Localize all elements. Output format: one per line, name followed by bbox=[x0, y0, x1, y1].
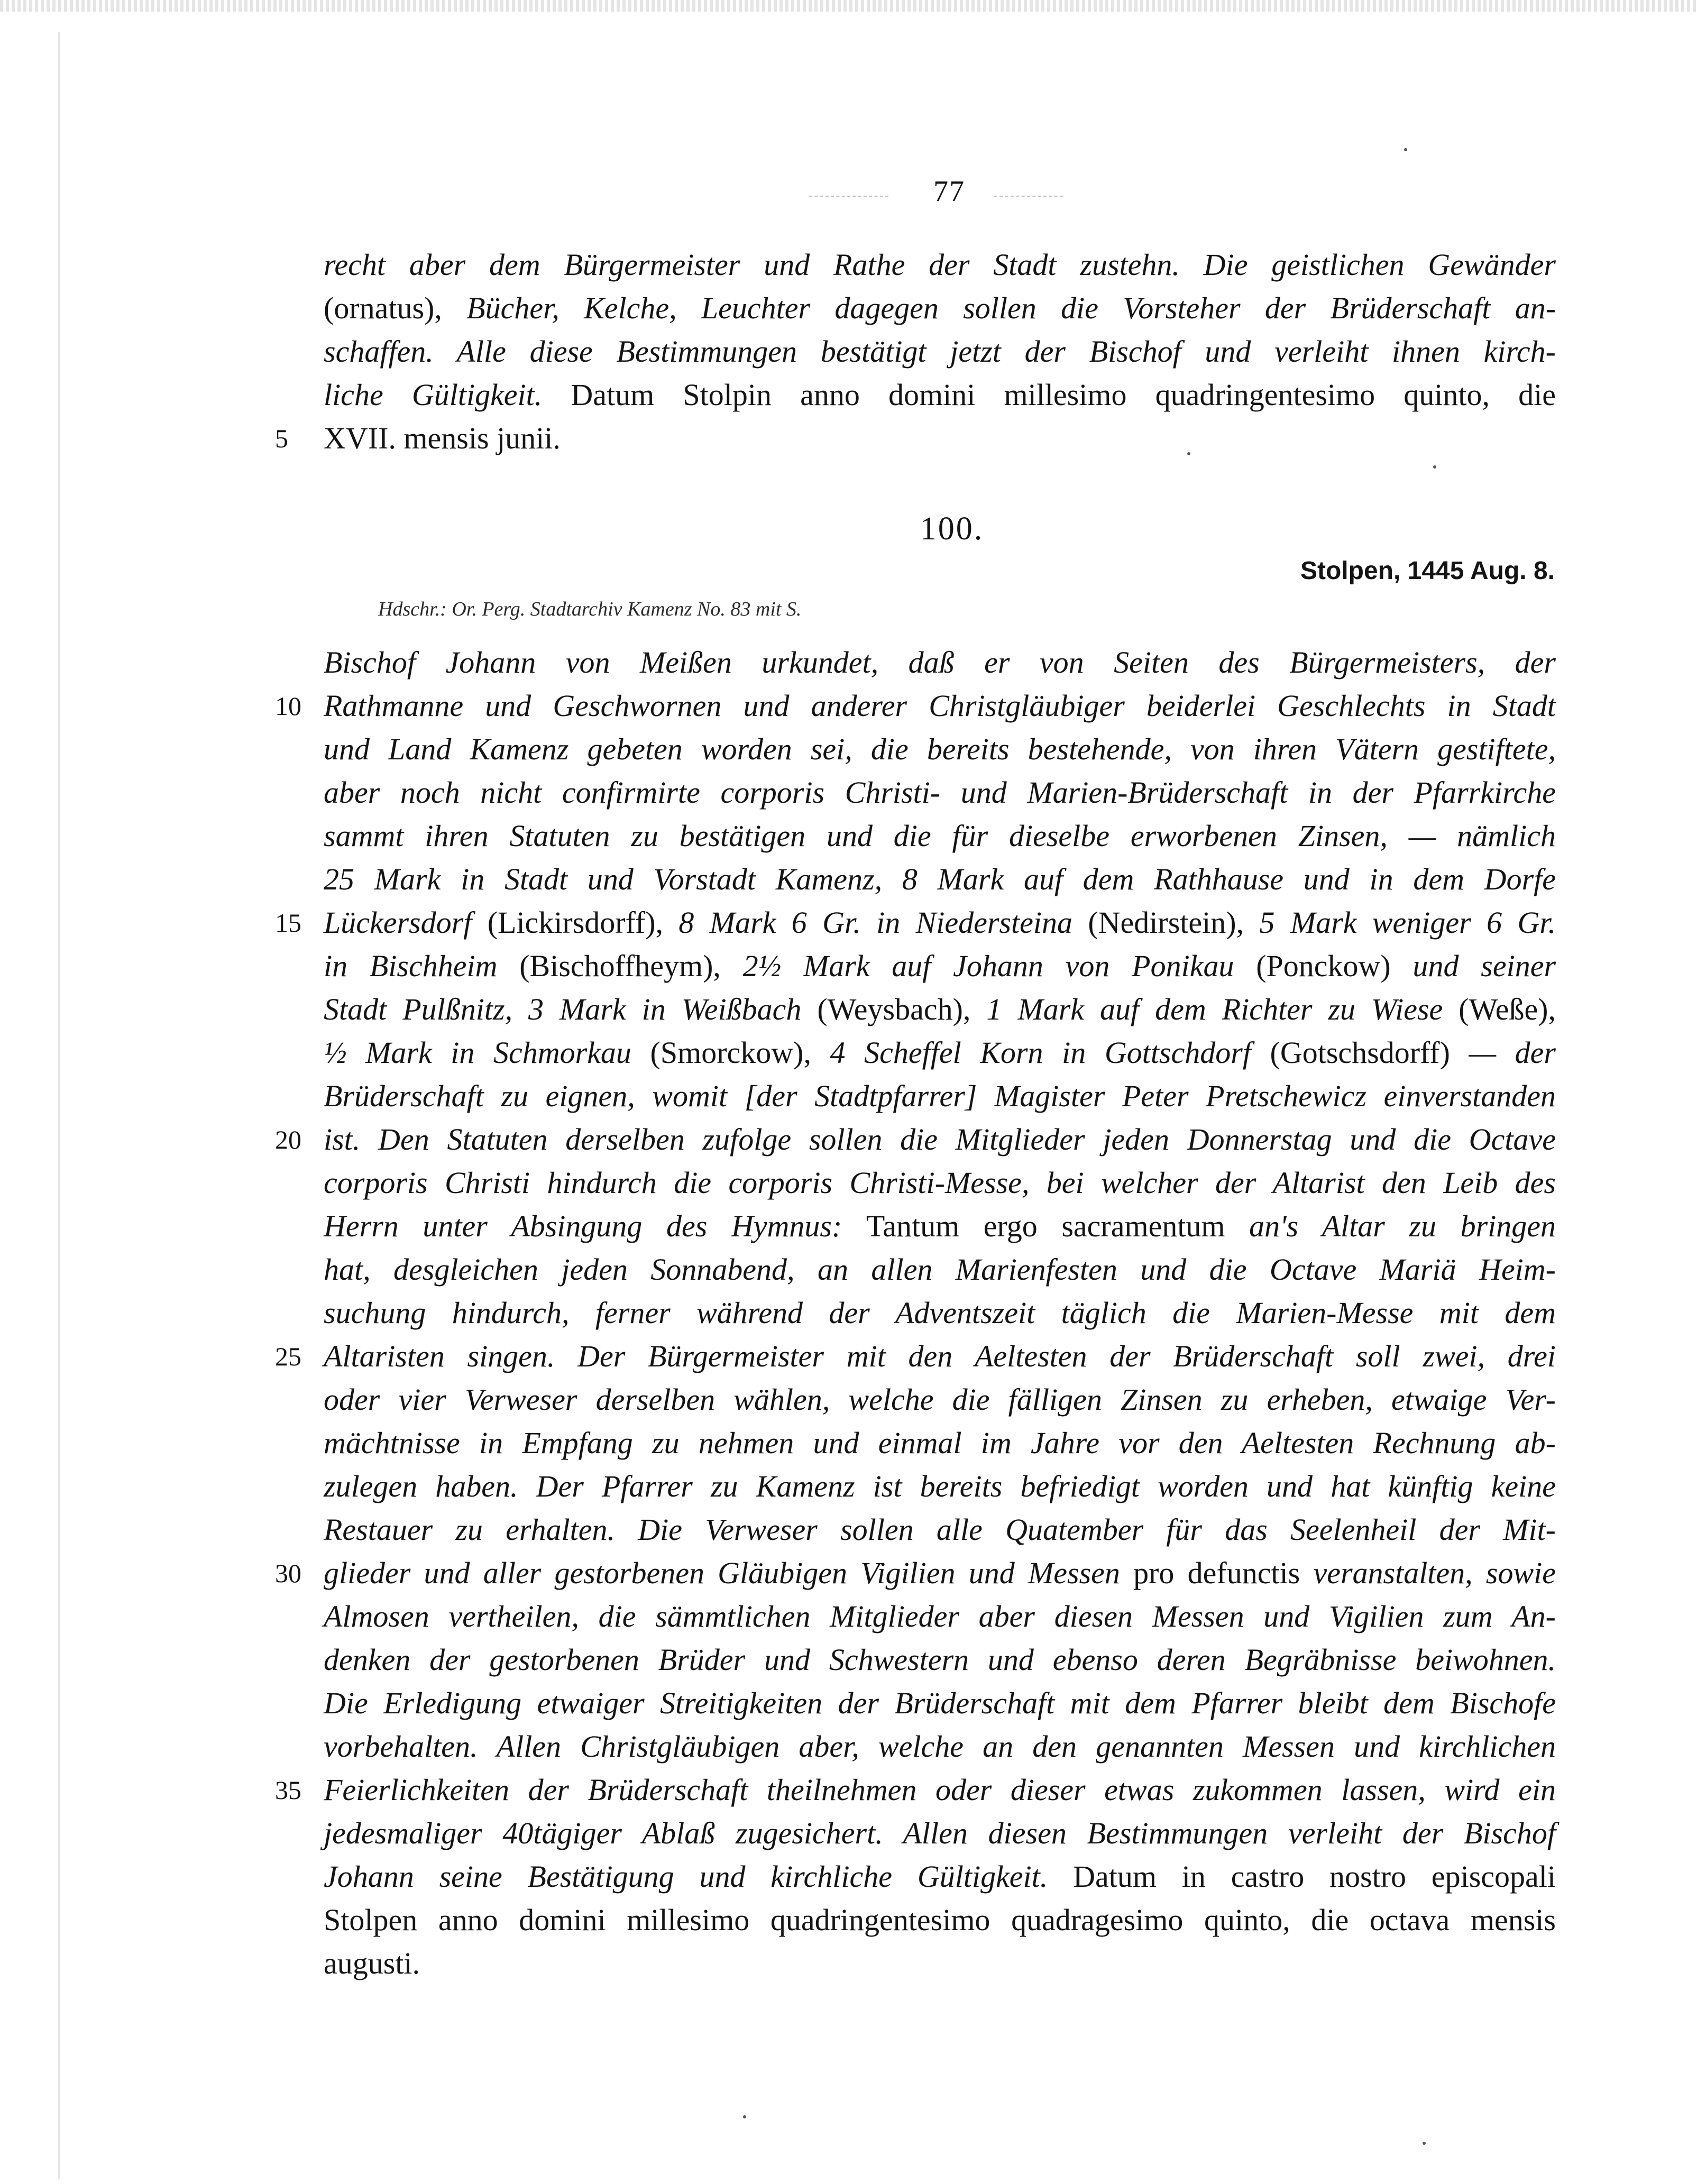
margin-line-number: 25 bbox=[275, 1342, 301, 1371]
italic-segment: denken der gestorbenen Brüder und Schwestern und ebenso deren Begräbnisse beiwohnen. bbox=[324, 1642, 1556, 1677]
text-line bbox=[324, 330, 1556, 373]
page-number: 77 bbox=[933, 175, 965, 208]
italic-segment: ist. Den Statuten derselben zufolge sollen die Mitglieder jeden Donnerstag und die Octave bbox=[324, 1122, 1556, 1157]
roman-segment: augusti. bbox=[324, 1946, 420, 1980]
italic-segment: suchung hindurch, ferner während der Adventszeit täglich die Marien-Messe mit dem bbox=[324, 1296, 1556, 1330]
scan-edge-top bbox=[0, 0, 1697, 12]
italic-segment: corporis Christi hindurch die corporis Christi-Messe, bei welcher der Altarist den Leib des bbox=[324, 1166, 1556, 1200]
italic-segment: in Bischheim bbox=[324, 949, 520, 983]
text-line bbox=[324, 1118, 1556, 1161]
italic-segment: Die Erledigung etwaiger Streitigkeiten der Brüderschaft mit dem Pfarrer bleibt dem Bischofe bbox=[324, 1686, 1556, 1720]
text-line bbox=[324, 1465, 1556, 1508]
text-line bbox=[324, 1291, 1556, 1335]
text-line bbox=[324, 944, 1556, 988]
roman-segment: pro defunctis bbox=[1133, 1556, 1314, 1590]
margin-line-number: 35 bbox=[275, 1775, 301, 1805]
italic-segment: 8 Mark 6 Gr. in Niedersteina bbox=[678, 905, 1088, 940]
text-line bbox=[324, 1205, 1556, 1248]
italic-segment: sammt ihren Statuten zu bestätigen und die für dieselbe erworbenen Zinsen, — nämlich bbox=[324, 819, 1556, 853]
document-number: 100. bbox=[920, 511, 984, 547]
italic-segment: 5 Mark weniger 6 Gr. bbox=[1259, 905, 1556, 940]
italic-segment: hat, desgleichen jeden Sonnabend, an allen Marienfesten und die Octave Mariä Heim- bbox=[324, 1252, 1556, 1287]
roman-segment: (Ponckow) bbox=[1256, 949, 1413, 983]
text-line bbox=[324, 417, 1556, 460]
scan-speck bbox=[1423, 2142, 1426, 2145]
italic-segment: recht aber dem Bürgermeister und Rathe der Stadt zustehn. Die geistlichen Gewänder bbox=[324, 247, 1556, 282]
text-line bbox=[324, 1855, 1556, 1898]
text-line bbox=[324, 1161, 1556, 1205]
italic-segment: mächtnisse in Empfang zu nehmen und einmal im Jahre vor den Aeltesten Rechnung ab- bbox=[324, 1426, 1556, 1460]
text-line bbox=[324, 1725, 1556, 1768]
text-line bbox=[324, 243, 1556, 287]
italic-segment: liche Gültigkeit. bbox=[324, 378, 543, 412]
page-number-rule-right bbox=[994, 196, 1063, 197]
italic-segment: Johann seine Bestätigung und kirchliche Gültigkeit. bbox=[324, 1859, 1048, 1894]
text-line bbox=[324, 771, 1556, 814]
roman-segment: Datum in castro nostro episcopali bbox=[1048, 1859, 1556, 1894]
italic-segment: Herrn unter Absingung des Hymnus: bbox=[324, 1209, 866, 1243]
text-line bbox=[324, 1421, 1556, 1465]
margin-line-number: 20 bbox=[275, 1125, 301, 1154]
italic-segment: glieder und aller gestorbenen Gläubigen Vigilien und Messen bbox=[324, 1556, 1134, 1590]
italic-segment: Bischof Johann von Meißen urkundet, daß er von Seiten des Bürgermeisters, der bbox=[324, 645, 1556, 680]
italic-segment: — der bbox=[1469, 1035, 1556, 1070]
italic-segment: oder vier Verweser derselben wählen, welche die fälligen Zinsen zu erheben, etwaige Ver- bbox=[324, 1382, 1556, 1417]
source-note: Hdschr.: Or. Perg. Stadtarchiv Kamenz No. 83 mit S. bbox=[378, 598, 802, 620]
roman-segment: (Weße), bbox=[1458, 992, 1556, 1026]
text-line bbox=[324, 1335, 1556, 1378]
main-paragraph bbox=[324, 641, 1556, 1985]
text-line bbox=[324, 1595, 1556, 1638]
italic-segment: Brüderschaft zu eignen, womit [der Stadtpfarrer] Magister Peter Pretschewicz einverstanden bbox=[324, 1079, 1556, 1113]
scan-edge-left bbox=[58, 32, 60, 2179]
text-line bbox=[324, 1768, 1556, 1812]
roman-segment: (Gotschsdorff) bbox=[1270, 1035, 1469, 1070]
text-line bbox=[324, 1942, 1556, 1985]
italic-segment: aber noch nicht confirmirte corporis Christi- und Marien-Brüderschaft in der Pfarrkirche bbox=[324, 775, 1556, 810]
italic-segment: 4 Scheffel Korn in Gottschdorf bbox=[830, 1035, 1270, 1070]
margin-line-number: 10 bbox=[275, 691, 301, 721]
text-line bbox=[324, 1248, 1556, 1291]
italic-segment: Stadt Pulßnitz, 3 Mark in Weißbach bbox=[324, 992, 818, 1026]
scan-speck bbox=[1187, 452, 1190, 455]
text-line bbox=[324, 1075, 1556, 1118]
italic-segment: Feierlichkeiten der Brüderschaft theilnehmen oder dieser etwas zukommen lassen, wird ein bbox=[324, 1773, 1556, 1807]
text-line bbox=[324, 858, 1556, 901]
scan-speck bbox=[743, 2115, 746, 2118]
text-line bbox=[324, 1378, 1556, 1421]
italic-segment: 2½ Mark auf Johann von Ponikau bbox=[742, 949, 1256, 983]
roman-segment: Datum Stolpin anno domini millesimo quadringentesimo quinto, die bbox=[542, 378, 1556, 412]
top-paragraph bbox=[324, 243, 1556, 460]
text-line bbox=[324, 1508, 1556, 1552]
italic-segment: 25 Mark in Stadt und Vorstadt Kamenz, 8 Mark auf dem Rathhause und in dem Dorfe bbox=[324, 862, 1556, 896]
italic-segment: Almosen vertheilen, die sämmtlichen Mitglieder aber diesen Messen und Vigilien zum An- bbox=[324, 1599, 1556, 1634]
roman-segment: (ornatus), bbox=[324, 291, 467, 325]
text-line bbox=[324, 1812, 1556, 1855]
roman-segment: (Nedirstein), bbox=[1088, 905, 1260, 940]
italic-segment: und Land Kamenz gebeten worden sei, die bereits bestehende, von ihren Vätern gestiftete, bbox=[324, 732, 1556, 766]
italic-segment: zulegen haben. Der Pfarrer zu Kamenz ist bereits befriedigt worden und hat künftig keine bbox=[324, 1469, 1556, 1503]
italic-segment: vorbehalten. Allen Christgläubigen aber, welche an den genannten Messen und kirchlichen bbox=[324, 1729, 1556, 1764]
text-line bbox=[324, 1638, 1556, 1682]
roman-segment: XVII. mensis junii. bbox=[324, 421, 561, 455]
italic-segment: Bücher, Kelche, Leuchter dagegen sollen die Vorsteher der Brüderschaft an- bbox=[466, 291, 1556, 325]
text-line bbox=[324, 1898, 1556, 1942]
text-line bbox=[324, 1552, 1556, 1595]
text-line bbox=[324, 684, 1556, 728]
roman-segment: (Smorckow), bbox=[650, 1035, 830, 1070]
roman-segment: (Lickirsdorff), bbox=[487, 905, 679, 940]
roman-segment: Stolpen anno domini millesimo quadringentesimo quadragesimo quinto, die octava mensis bbox=[324, 1903, 1556, 1937]
italic-segment: Rathmanne und Geschwornen und anderer Christgläubiger beiderlei Geschlechts in Stadt bbox=[324, 689, 1556, 723]
text-line bbox=[324, 287, 1556, 330]
roman-segment: (Bischoffheym), bbox=[519, 949, 743, 983]
text-line bbox=[324, 1031, 1556, 1075]
text-line bbox=[324, 641, 1556, 684]
page-number-rule-left bbox=[809, 196, 888, 197]
margin-line-number: 5 bbox=[275, 424, 288, 453]
italic-segment: Altaristen singen. Der Bürgermeister mit den Aeltesten der Brüderschaft soll zwei, drei bbox=[324, 1339, 1556, 1373]
margin-line-number: 30 bbox=[275, 1558, 301, 1588]
italic-segment: Lückersdorf bbox=[324, 905, 488, 940]
scan-speck bbox=[1433, 465, 1436, 469]
text-line bbox=[324, 1682, 1556, 1725]
text-line bbox=[324, 988, 1556, 1031]
italic-segment: Restauer zu erhalten. Die Verweser sollen alle Quatember für das Seelenheil der Mit- bbox=[324, 1512, 1556, 1547]
roman-segment: (Weysbach), bbox=[817, 992, 987, 1026]
italic-segment: ½ Mark in Schmorkau bbox=[324, 1035, 650, 1070]
italic-segment: veranstalten, sowie bbox=[1313, 1556, 1556, 1590]
italic-segment: schaffen. Alle diese Bestimmungen bestätigt jetzt der Bischof und verleiht ihnen kirch- bbox=[324, 334, 1556, 369]
document-place-date: Stolpen, 1445 Aug. 8. bbox=[1300, 557, 1555, 585]
margin-line-number: 15 bbox=[275, 908, 301, 938]
text-line bbox=[324, 901, 1556, 944]
italic-segment: 1 Mark auf dem Richter zu Wiese bbox=[986, 992, 1459, 1026]
scan-speck bbox=[1404, 148, 1407, 151]
roman-segment: Tantum ergo sacramentum bbox=[866, 1209, 1250, 1243]
text-line bbox=[324, 373, 1556, 417]
text-line bbox=[324, 728, 1556, 771]
italic-segment: jedesmaliger 40tägiger Ablaß zugesichert. Allen diesen Bestimmungen verleiht der Bischof bbox=[324, 1816, 1556, 1850]
italic-segment: und seiner bbox=[1412, 949, 1556, 983]
text-line bbox=[324, 814, 1556, 858]
italic-segment: an's Altar zu bringen bbox=[1249, 1209, 1556, 1243]
